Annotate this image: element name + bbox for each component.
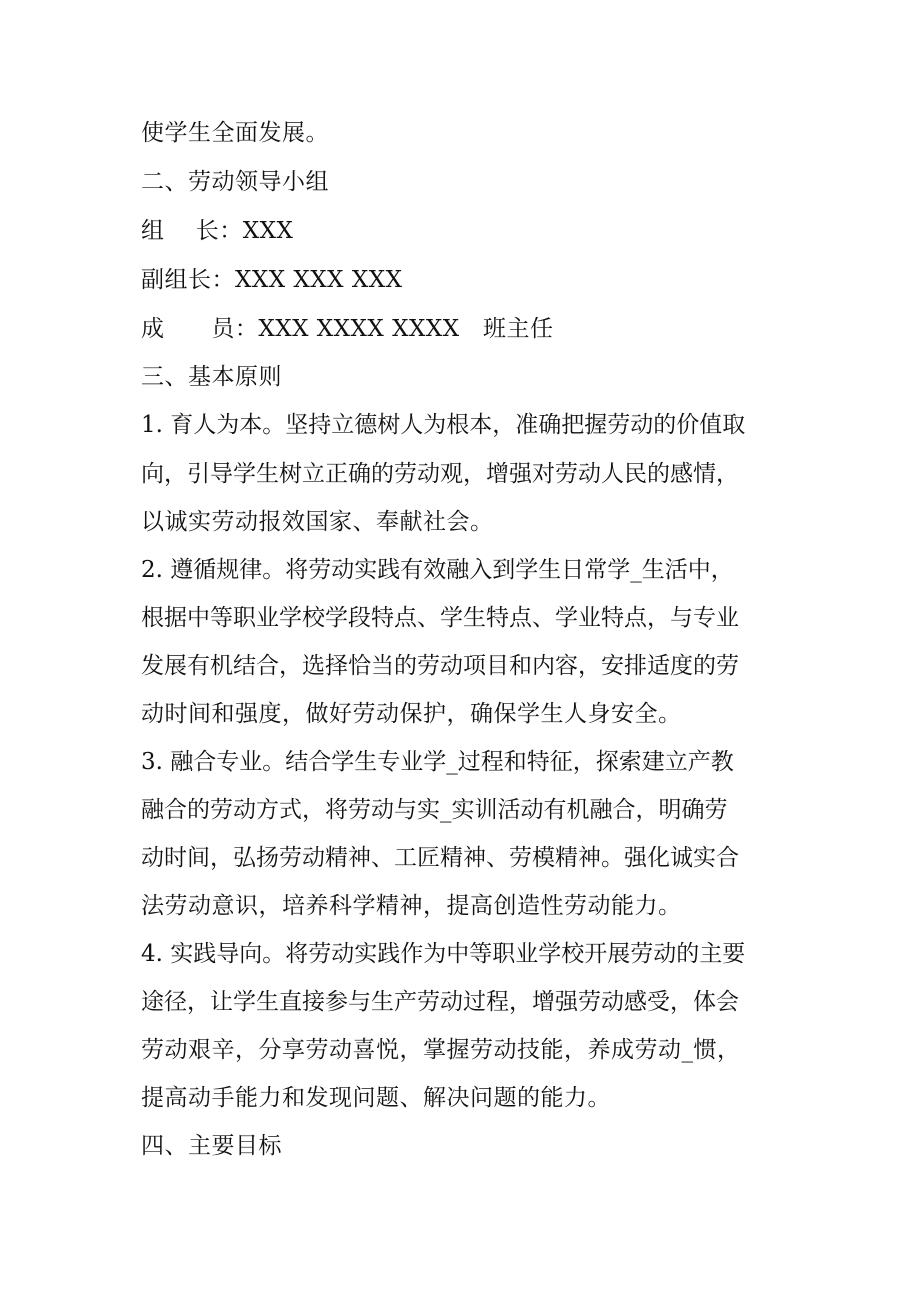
line-text: 2. 遵循规律。将劳动实践有效融入到学生日常学_生活中， <box>141 557 734 583</box>
text-line <box>141 843 796 873</box>
text-line: 以诚实劳动报效国家、奉献社会。 <box>141 509 494 535</box>
line-text: 途径，让学生直接参与生产劳动过程，增强劳动感受，体会 <box>141 989 739 1015</box>
line-text: 3. 融合专业。结合学生专业学_过程和特征，探索建立产教 <box>141 749 734 775</box>
text-line <box>141 747 796 777</box>
line-text: 向，引导学生树立正确的劳动观，增强对劳动人民的感情， <box>141 461 739 487</box>
line-text: 动时间，弘扬劳动精神、工匠精神、劳模精神。强化诚实合 <box>141 845 739 871</box>
text-line: 组 长：XXX <box>141 218 294 244</box>
line-text: 1. 育人为本。坚持立德树人为根本，准确把握劳动的价值取 <box>141 412 746 438</box>
text-line <box>141 795 796 825</box>
text-line: 动时间和强度，做好劳动保护，确保学生人身安全。 <box>141 701 682 727</box>
section-heading: 二、劳动领导小组 <box>141 169 329 195</box>
text-line <box>141 939 796 969</box>
line-text: 发展有机结合，选择恰当的劳动项目和内容，安排适度的劳 <box>141 653 739 679</box>
line-text: 融合的劳动方式，将劳动与实_实训活动有机融合，明确劳 <box>141 797 728 823</box>
text-line <box>141 987 796 1017</box>
text-line: 成 员：XXX XXXX XXXX 班主任 <box>141 316 554 342</box>
text-line: 劳动艰辛，分享劳动喜悦，掌握劳动技能，养成劳动_惯， <box>141 1037 741 1063</box>
text-line: 法劳动意识，培养科学精神，提高创造性劳动能力。 <box>141 893 682 919</box>
text-line <box>141 651 796 681</box>
text-line: 使学生全面发展。 <box>141 120 329 146</box>
text-line: 副组长：XXX XXX XXX <box>141 267 403 293</box>
text-line <box>141 410 796 440</box>
text-line <box>141 459 796 489</box>
line-text: 根据中等职业学校学段特点、学生特点、学业特点，与专业 <box>141 605 739 631</box>
section-heading: 三、基本原则 <box>141 364 282 390</box>
text-line <box>141 555 796 585</box>
line-text: 4. 实践导向。将劳动实践作为中等职业学校开展劳动的主要 <box>141 941 746 967</box>
section-heading: 四、主要目标 <box>141 1133 282 1159</box>
text-line <box>141 603 796 633</box>
text-line: 提高动手能力和发现问题、解决问题的能力。 <box>141 1085 611 1111</box>
